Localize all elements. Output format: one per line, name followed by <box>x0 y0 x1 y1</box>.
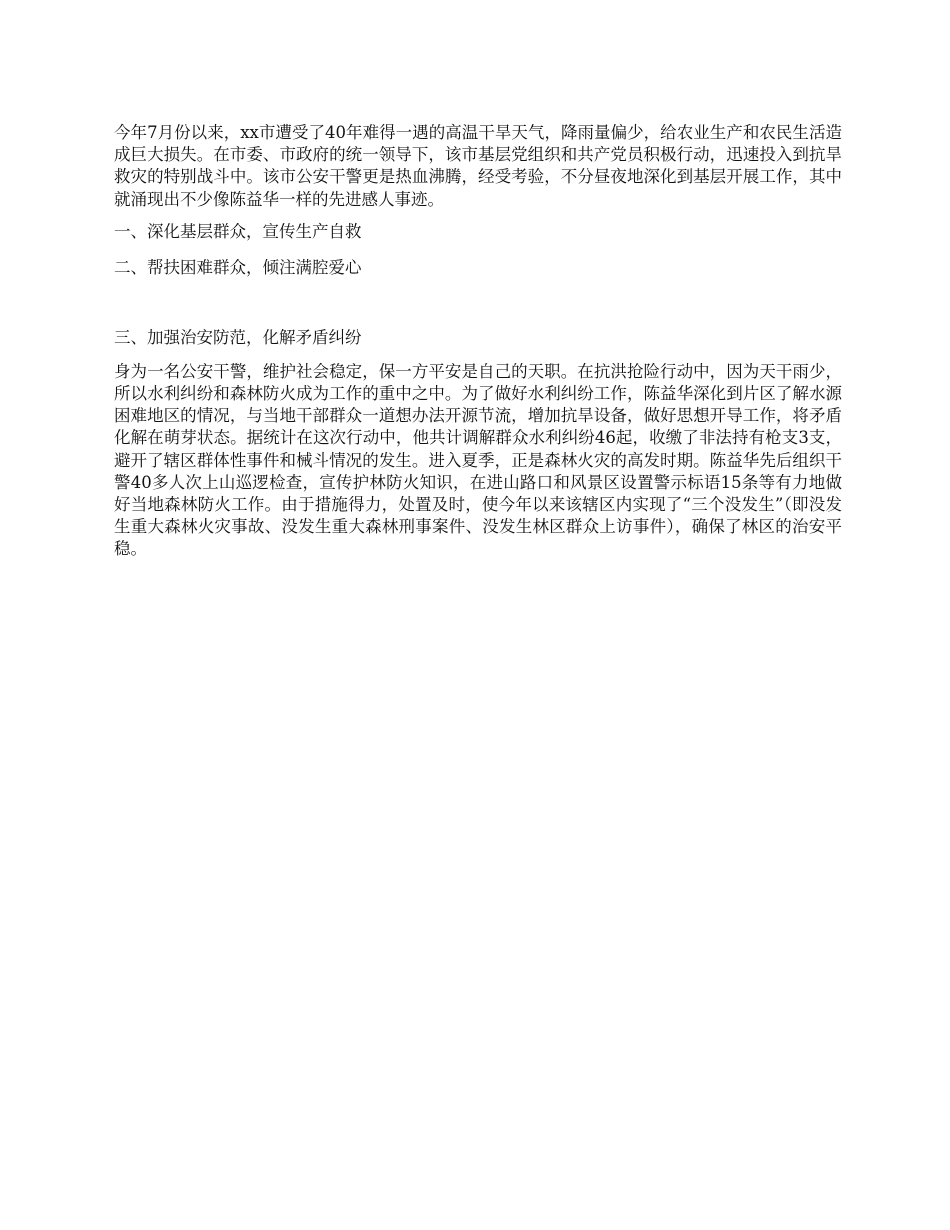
intro-paragraph: 今年7月份以来，xx市遭受了40年难得一遇的高温干旱天气，降雨量偏少，给农业生产和农民生活造成巨大损失。在市委、市政府的统一领导下，该市基层党组织和共产党员积极行动，迅速投入到抗旱救灾的特别战斗中。该市公安干警更是热血沸腾，经受考验，不分昼夜地深化到基层开展工作，其中就涌现出不少像陈益华一样的先进感人事迹。 <box>114 123 842 209</box>
section-heading-3: 三、加强治安防范，化解矛盾纠纷 <box>114 327 362 347</box>
section-heading-2: 二、帮扶困难群众，倾注满腔爱心 <box>114 257 362 277</box>
document-page <box>114 122 842 561</box>
section-heading-1: 一、深化基层群众，宣传生产自救 <box>114 221 362 241</box>
section-3-paragraph: 身为一名公安干警，维护社会稳定，保一方平安是自己的天职。在抗洪抢险行动中，因为天干雨少，所以水利纠纷和森林防火成为工作的重中之中。为了做好水利纠纷工作，陈益华深化到片区了解水源困难地区的情况，与当地干部群众一道想办法开源节流，增加抗旱设备，做好思想开导工作，将矛盾化解在萌芽状态。据统计在这次行动中，他共计调解群众水利纠纷46起，收缴了非法持有枪支3支，避开了辖区群体性事件和械斗情况的发生。进入夏季，正是森林火灾的高发时期。陈益华先后组织干警40多人次上山巡逻检查，宣传护林防火知识，在进山路口和风景区设置警示标语15条等有力地做好当地森林防火工作。由于措施得力，处置及时，使今年以来该辖区内实现了“三个没发生”（即没发生重大森林火灾事故、没发生重大森林刑事案件、没发生林区群众上访事件），确保了林区的治安平稳。 <box>114 361 842 559</box>
